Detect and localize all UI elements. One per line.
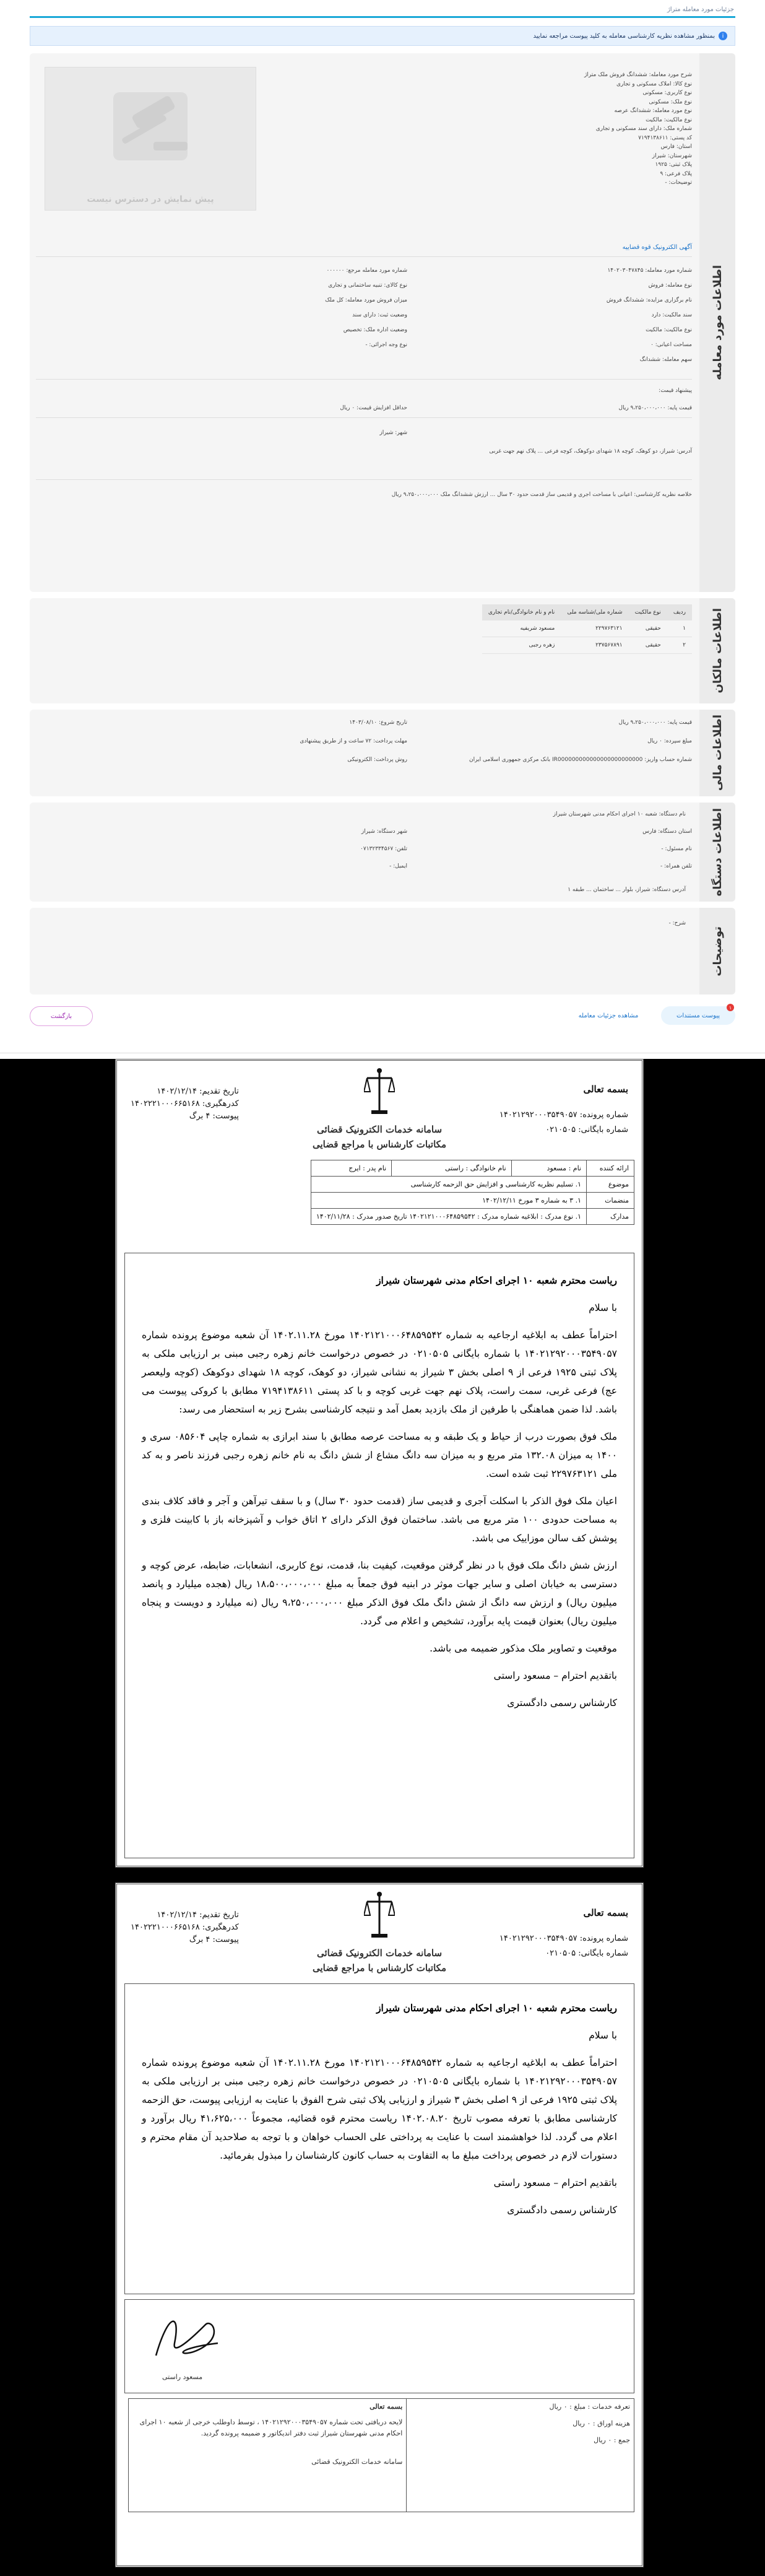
more-details-button[interactable]: مشاهده جزئیات معامله — [578, 1012, 639, 1019]
finance-section — [30, 710, 735, 796]
document-page-1 — [115, 1059, 644, 1868]
archive-number: شماره بایگانی: ۰۲۱۰۵۰۵ — [545, 1125, 628, 1134]
summary: خلاصه نظریه کارشناسی: اعیانی با مساحت اجری و قدیمی ساز قدمت حدود ۳۰ سال ... ارزش ششدانگ ملک ۹،۲۵۰،۰۰۰،۰۰۰ ریال — [391, 492, 692, 498]
receipt-text: لایحه دریافتی تحت شماره ۱۴۰۲۱۲۹۲۰۰۰۳۵۴۹۰۵۷ ، توسط داوطلب خرجی از شعبه ۱۰ اجرای احکام مدنی شهرستان شیراز ثبت دفتر اندیکاتور و ضمیمه پرونده گردید. — [139, 2418, 403, 2437]
document-page-2 — [115, 1882, 644, 2567]
submitter-family: نام خانوادگی : راستی — [392, 1160, 512, 1177]
attachment-count: پیوست: ۴ برگ — [189, 1112, 239, 1121]
deal-detail-item: کد پستی: ۷۱۹۴۱۳۸۶۱۱ — [638, 134, 692, 141]
owners-table — [482, 604, 692, 654]
accent-line — [30, 16, 735, 18]
info-field: سهم معامله: ششدانگ — [639, 357, 692, 363]
device-name: نام دستگاه: شعبه ۱۰ اجرای احکام مدنی شهرستان شیراز — [553, 811, 686, 817]
info-field: تاریخ شروع: ۱۴۰۳/۰۸/۱۰ — [349, 720, 407, 726]
info-field: قیمت پایه: ۹،۲۵۰،۰۰۰،۰۰۰ ریال — [618, 720, 692, 726]
submit-date: تاریخ تقدیم: ۱۴۰۲/۱۲/۱۴ — [157, 1087, 239, 1096]
info-field: میزان فروش مورد معامله: کل ملک — [325, 297, 407, 303]
base-price: قیمت پایه: ۹،۲۵۰،۰۰۰،۰۰۰ ریال — [618, 405, 692, 411]
deal-detail-item: نوع مالکیت: مالکیت — [646, 116, 692, 123]
info-field: نام برگزاری مزایده: ششدانگ فروش — [606, 297, 692, 303]
letter-body-2: ریاست محترم شعبه ۱۰ اجرای احکام مدنی شهرستان شیراز با سلام احتراماً عطف به ابلاغیه ارجاعیه به شماره ۱۴۰۲۱۲۱۰۰۰۶۴۸۵۹۵۴۲ مورخ ۱۴۰۲.۱۱.۲۸ آن شعبه موضوع پرونده شماره ۱۴۰۲۱۲۹۲۰۰۰۳۵۴۹۰۵۷ با شماره بایگانی ۰۲۱۰۵۰۵ در خصوص درخواست خانم زهره رجبی مبنی بر ارزیابی ملکی به پلاک ثبتی ۱۹۲۵ فرعی از ۹ اصلی بخش ۳ شیراز و ارزیابی پلاک ثبتی شرح الفوق با عنایت به ارزیابی پیوست، حق الزحمه کارشناسی مطابق با تعرفه مصوب تاریخ ۱۴۰۲.۰۸.۲۰ ریاست محترم قوه قضائیه، مجموعاً ۴۱،۶۲۵،۰۰۰ ریال برآورد و اعلام می گردد. لذا خواهشمند است با عنایت به پرداختی علی الحساب خواهان و با توجه به صلاحدید آن مقام محترم و دستورات لازم در خصوص پرداخت مبلغ ما به التفاوت به حساب کانون کارشناسان را مبذول بفرمائید. باتقدیم احترام – مسعود راستی کارشناس رسمی دادگستری — [142, 2002, 618, 2216]
docs-label: مدارک — [587, 1209, 634, 1225]
info-field: شهر دستگاه: شیراز — [361, 829, 407, 835]
signature-box — [124, 2299, 634, 2393]
price-label: پیشنهاد قیمت: — [659, 388, 692, 394]
notes-title: توضیحات — [699, 908, 735, 994]
table-cell: ۲۲۹۷۶۳۱۲۱ — [561, 620, 628, 637]
deal-info-title: اطلاعات مورد معامله — [699, 53, 735, 592]
letter-header — [117, 1061, 642, 1154]
postage: هزینه اوراق : ۰ ریال — [573, 2419, 630, 2427]
info-field: مهلت پرداخت: ۷۲ ساعت و از طریق پیشنهادی — [300, 738, 407, 744]
info-field: استان دستگاه: فارس — [642, 829, 692, 835]
finance-title: اطلاعات مالی — [699, 710, 735, 796]
deal-detail-item: پلاک ثبتی: ۱۹۲۵ — [655, 162, 692, 168]
docs: ۱. نوع مدرک : ابلاغیه شماره مدرک : ۱۴۰۲۱۲۱۰۰۰۶۴۸۵۹۵۴۲ تاریخ صدور مدرک : ۱۴۰۲/۱۱/۲۸ — [311, 1209, 586, 1225]
breadcrumb[interactable]: جزئیات مورد معامله متراژ — [667, 6, 734, 13]
info-field: وضعیت ثبت: دارای سند — [352, 312, 407, 318]
submitter-name: نام : مسعود — [511, 1160, 586, 1177]
min-increase: حداقل افزایش قیمت: ۰ ریال — [340, 405, 407, 411]
image-placeholder — [45, 67, 256, 211]
deal-detail-item: شماره ملک: دارای سند مسکونی و تجاری — [595, 126, 692, 132]
footer-table — [128, 2398, 634, 2512]
letter-header-2 — [117, 1884, 642, 1977]
letter-body-1: ریاست محترم شعبه ۱۰ اجرای احکام مدنی شهرستان شیراز با سلام احتراماً عطف به ابلاغیه ارجاعیه به شماره ۱۴۰۲۱۲۱۰۰۰۶۴۸۵۹۵۴۲ مورخ ۱۴۰۲.۱۱.۲۸ آن شعبه موضوع پرونده شماره ۱۴۰۲۱۲۹۲۰۰۰۳۵۴۹۰۵۷ با شماره بایگانی ۰۲۱۰۵۰۵ در خصوص درخواست خانم زهره رجبی مبنی بر ارزیابی ملکی به پلاک ثبتی ۱۹۲۵ فرعی از ۹ اصلی بخش ۳ شیراز به نشانی شیراز، دو کوهک، کوچه ۱۸ شهدای دوکوهک (کوچه ولیعصر عج) فرعی غربی، سمت راست، پلاک نهم جهت غربی کوچه و با کد پستی ۷۱۹۴۱۳۸۶۱۱ مطابق با کروکی پیوست می باشد. لذا ضمن هماهنگی با طرفین از ملک بازدید بعمل آمد و نتیجه کارشناسی بشرح زیر به استحضار می رسد: ملک فوق بصورت درب از حیاط و یک طبقه و به مساحت عرصه مطابق با سند ابرازی به شماره چاپی ۰۸۵۶۰۴ سری و ۱۴۰۰ به میزان ۱۳۲.۰۸ متر مربع و به میزان سه دانگ مشاع از شش دانگ به نام خانم زهره رجبی فرزند ناصر و به کد ملی ۲۲۹۷۶۳۱۲۱ ثبت شده است. اعیان ملک فوق الذکر با اسکلت آجری و قدیمی ساز (قدمت حدود ۳۰ سال) و با سقف تیرآهن و آجر و فاقد کلاف بندی به مساحت حدودی ۱۰۰ متر مربع می باشد. ساختمان فوق الذکر دارای ۲ اتاق خواب و آشپزخانه باز با کابینت فلزی و پوشش کف سالن موزاییک می باشد. ارزش شش دانگ ملک فوق با در نظر گرفتن موقعیت، کیفیت بنا، قدمت، نوع کاربری، انشعابات، ضابطه، عرض کوچه و دسترسی به خیابان اصلی و سایر جهات موثر در ابنیه فوق جمعاً به مبلغ ۱۸،۵۰۰،۰۰۰،۰۰۰ ریال (هجده میلیارد و پانصد میلیون ریال) و ارزش سه دانگ از شش دانگ ملک فوق الذکر مبلغ ۹،۲۵۰،۰۰۰،۰۰۰ ریال (نه میلیارد و دویست و پنجاه میلیون ریال) بعنوان قیمت پایه برآورد، تشخیص و اعلام می گردد. موقعیت و تصاویر ملک مذکور ضمیمه می باشد. باتقدیم احترام – مسعود راستی کارشناس رسمی دادگستری — [142, 1274, 618, 1708]
info-field: روش پرداخت: الکترونیکی — [347, 757, 407, 763]
tracking-code-2: کدرهگیری: ۱۴۰۲۲۲۱۰۰۰۶۶۵۱۶۸ — [131, 1923, 239, 1932]
table-cell: حقیقی — [629, 620, 667, 637]
footer-basmala: بسمه تعالی — [370, 2403, 403, 2411]
info-field: شماره مورد معامله مرجع: ۰۰۰۰۰۰ — [326, 268, 407, 274]
info-field: تلفن همراه: - — [660, 863, 692, 869]
table-cell: حقیقی — [629, 637, 667, 654]
back-button[interactable]: بازگشت — [30, 1006, 93, 1026]
gavel-icon — [45, 67, 256, 191]
document-viewer — [0, 1059, 765, 2576]
table-cell: ۲ — [667, 637, 692, 654]
deal-detail-item: نوع مورد معامله: ششدانگ عرصه — [614, 108, 692, 114]
deal-detail-item: نوع کاربری: مسکونی — [642, 90, 692, 96]
subject-label: موضوع — [587, 1177, 634, 1193]
signature-name: مسعود راستی — [162, 2373, 203, 2381]
address: آدرس: شیراز، دو کوهک، کوچه ۱۸ شهدای دوکوهک، کوچه فرعی ... پلاک نهم جهت غربی — [489, 448, 692, 455]
info-field: نوع معامله: فروش — [648, 282, 692, 289]
electronic-ad-link[interactable]: آگهی الکترونیک قوه قضاییه — [622, 244, 692, 251]
tracking-code: کدرهگیری: ۱۴۰۲۲۲۱۰۰۰۶۶۵۱۶۸ — [131, 1099, 239, 1108]
info-field: شماره مورد معامله: ۱۴۰۲۰۳۰۴۷۸۴۵ — [607, 268, 692, 274]
total: جمع : ۰ ریال — [594, 2436, 630, 2444]
info-field: نام مسئول: - — [661, 846, 692, 852]
info-icon: i — [719, 32, 727, 40]
table-cell: ۲۳۷۵۶۷۸۹۱ — [561, 637, 628, 654]
org-subtitle: مکاتبات کارشناس با مراجع قضایی — [312, 1139, 446, 1150]
table-cell: ۱ — [667, 620, 692, 637]
info-field: نوع کالای: تنبیه ساختمانی و تجاری — [328, 282, 407, 289]
info-alert — [30, 26, 735, 46]
city: شهر: شیراز — [379, 430, 407, 436]
archive-number-2: شماره بایگانی: ۰۲۱۰۵۰۵ — [545, 1949, 628, 1958]
deal-detail-item: پلاک فرعی: ۹ — [660, 170, 692, 177]
table-cell: زهره رجبی — [482, 637, 561, 654]
table-row — [482, 637, 692, 654]
info-field: شماره حساب واریز: IR000000000000000000000000 بانک مرکزی جمهوری اسلامی ایران — [469, 757, 692, 763]
basmala-2: بسمه تعالی — [583, 1907, 628, 1918]
info-field: تلفن: ۰۷۱۳۲۳۳۴۵۶۷ — [360, 846, 407, 852]
owners-header-cell: ردیف — [667, 604, 692, 620]
action-bar — [30, 1000, 735, 1031]
related-label: منضمات — [587, 1193, 634, 1209]
deal-detail-item: نوع ملک: مسکونی — [649, 98, 692, 105]
deal-detail-item: استان: فارس — [660, 144, 692, 150]
signature-icon — [144, 2306, 236, 2368]
attachment-label: پیوست مستندات — [676, 1012, 720, 1019]
owners-section — [30, 598, 735, 703]
info-field: وضعیت اداره ملک: تخصیص — [343, 327, 407, 333]
deal-info-section — [30, 53, 735, 592]
info-field: ایمیل: - — [389, 863, 407, 869]
submitter-label: ارائه کننده — [587, 1160, 634, 1177]
info-field: مساحت اعیانی: ۰ — [650, 342, 692, 348]
basmala: بسمه تعالی — [583, 1084, 628, 1095]
submitter-father: نام پدر : ایرج — [311, 1160, 391, 1177]
attachment-button[interactable] — [661, 1006, 735, 1025]
info-field: نوع وجه اجرائی: - — [365, 342, 407, 348]
deal-details — [420, 71, 692, 188]
owners-header-cell: نام و نام خانوادگی/نام تجاری — [482, 604, 561, 620]
file-number: شماره پرونده: ۱۴۰۲۱۲۹۲۰۰۰۳۵۴۹۰۵۷ — [499, 1110, 628, 1120]
submit-date-2: تاریخ تقدیم: ۱۴۰۲/۱۲/۱۴ — [157, 1910, 239, 1920]
table-cell: مسعود شریفیه — [482, 620, 561, 637]
info-field: نوع مالکیت: مالکیت — [646, 327, 692, 333]
deal-detail-item: توضیحات: - — [665, 180, 692, 186]
image-caption: پیش نمایش در دسترس نیست — [87, 194, 214, 204]
deal-detail-item: نوع کالا: املاک مسکونی و تجاری — [616, 80, 692, 87]
info-field: سند مالکیت: دارد — [651, 312, 692, 318]
notes-section — [30, 908, 735, 994]
subject: ۱. تسلیم نظریه کارشناسی و افزایش حق الزحمه کارشناسی — [311, 1177, 586, 1193]
device-section — [30, 803, 735, 902]
system-name: سامانه خدمات الکترونیک قضائی — [311, 2458, 403, 2466]
deal-detail-item: شرح مورد معامله: ششدانگ فروش ملک متراژ — [584, 72, 692, 78]
letter-meta-table — [311, 1160, 634, 1225]
org-subtitle-2: مکاتبات کارشناس با مراجع قضایی — [312, 1962, 446, 1973]
device-title: اطلاعات دستگاه — [699, 803, 735, 902]
related: ۱. ۳ به شماره ۳ مورخ ۱۴۰۲/۱۲/۱۱ — [311, 1193, 586, 1209]
fee: تعرفه خدمات : مبلغ : ۰ ریال — [549, 2403, 630, 2411]
owners-header-cell: شماره ملی/شناسه ملی — [561, 604, 628, 620]
deal-detail-item: شهرستان: شیراز — [652, 152, 692, 159]
top-bar — [0, 0, 765, 11]
file-number-2: شماره پرونده: ۱۴۰۲۱۲۹۲۰۰۰۳۵۴۹۰۵۷ — [499, 1934, 628, 1943]
table-row — [482, 620, 692, 637]
notes-text: شرح: - — [668, 920, 686, 926]
org-name-2: سامانه خدمات الکترونیک قضائی — [316, 1947, 443, 1959]
owners-header-cell: نوع مالکیت — [629, 604, 667, 620]
device-address: آدرس دستگاه: شیراز، بلوار ... ساختمان ... طبقه ۱ — [568, 887, 686, 893]
org-name: سامانه خدمات الکترونیک قضائی — [316, 1124, 443, 1135]
owners-title: اطلاعات مالکان — [699, 598, 735, 703]
info-field: مبلغ سپرده: ۰ ریال — [647, 738, 692, 744]
alert-text: بمنظور مشاهده نظریه کارشناسی معامله به کلید پیوست مراجعه نمایید — [533, 32, 715, 40]
attachment-badge: ۱ — [727, 1004, 734, 1011]
attachment-count-2: پیوست: ۴ برگ — [189, 1935, 239, 1944]
